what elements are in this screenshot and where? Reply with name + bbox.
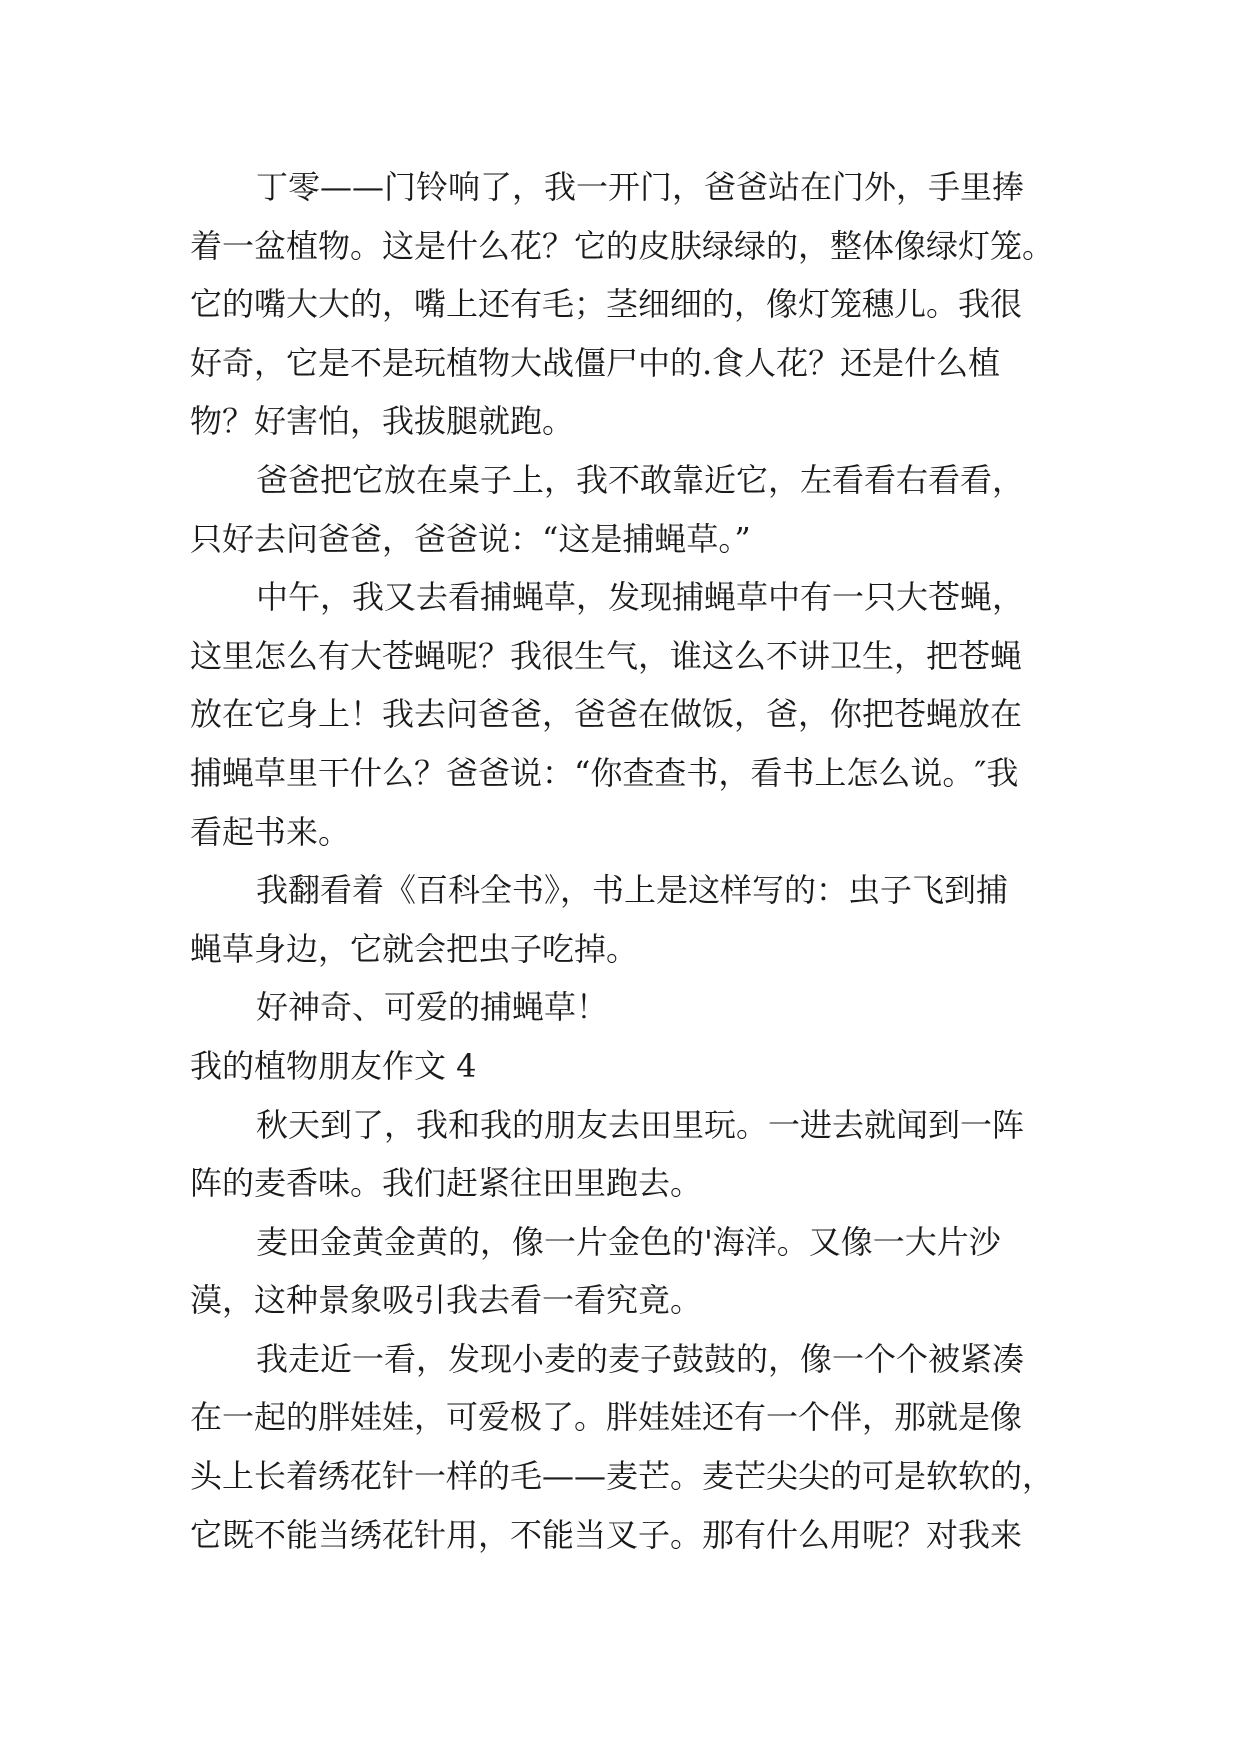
text-line: 它既不能当绣花针用，不能当叉子。那有什么用呢？对我来	[190, 1515, 1023, 1554]
text-line: 好神奇、可爱的捕蝇草！	[256, 988, 609, 1027]
text-line: 爸爸把它放在桌子上，我不敢靠近它，左看看右看看，	[256, 460, 1025, 499]
text-line: 阵的麦香味。我们赶紧往田里跑去。	[190, 1164, 703, 1203]
text-line: 麦田金黄金黄的，像一片金色的'海洋。又像一大片沙	[256, 1222, 1001, 1261]
text-line: 秋天到了，我和我的朋友去田里玩。一进去就闻到一阵	[256, 1105, 1025, 1144]
text-line: 漠，这种景象吸引我去看一看究竟。	[190, 1281, 703, 1320]
text-line: 看起书来。	[190, 812, 351, 851]
text-line: 我走近一看，发现小麦的麦子鼓鼓的，像一个个被紧凑	[256, 1339, 1025, 1378]
text-line: 中午，我又去看捕蝇草，发现捕蝇草中有一只大苍蝇，	[256, 578, 1025, 617]
text-line: 在一起的胖娃娃，可爱极了。胖娃娃还有一个伴，那就是像	[190, 1398, 1023, 1437]
text-line: 只好去问爸爸，爸爸说：“这是捕蝇草。”	[190, 519, 751, 558]
text-line: 物？好害怕，我拔腿就跑。	[190, 402, 575, 441]
text-line: 放在它身上！我去问爸爸，爸爸在做饭，爸，你把苍蝇放在	[190, 695, 1023, 734]
text-line: 头上长着绣花针一样的毛——麦芒。麦芒尖尖的可是软软的，	[190, 1457, 1055, 1496]
text-line: 我翻看着《百科全书》，书上是这样写的：虫子飞到捕	[256, 871, 1009, 910]
document-body	[190, 158, 1055, 1564]
text-line: 好奇，它是不是玩植物大战僵尸中的.食人花？还是什么植	[190, 343, 1001, 382]
text-line: 这里怎么有大苍蝇呢？我很生气，谁这么不讲卫生，把苍蝇	[190, 636, 1023, 675]
text-line: 蝇草身边，它就会把虫子吃掉。	[190, 929, 639, 968]
text-line: 它的嘴大大的，嘴上还有毛；茎细细的，像灯笼穗儿。我很	[190, 285, 1023, 324]
text-line: 捕蝇草里干什么？爸爸说：“你查查书，看书上怎么说。″我	[190, 753, 1019, 792]
section-heading: 我的植物朋友作文 4	[190, 1046, 477, 1085]
text-line: 丁零——门铃响了，我一开门，爸爸站在门外，手里捧	[256, 168, 1025, 206]
text-line: 着一盆植物。这是什么花？它的皮肤绿绿的，整体像绿灯笼。	[190, 226, 1055, 265]
